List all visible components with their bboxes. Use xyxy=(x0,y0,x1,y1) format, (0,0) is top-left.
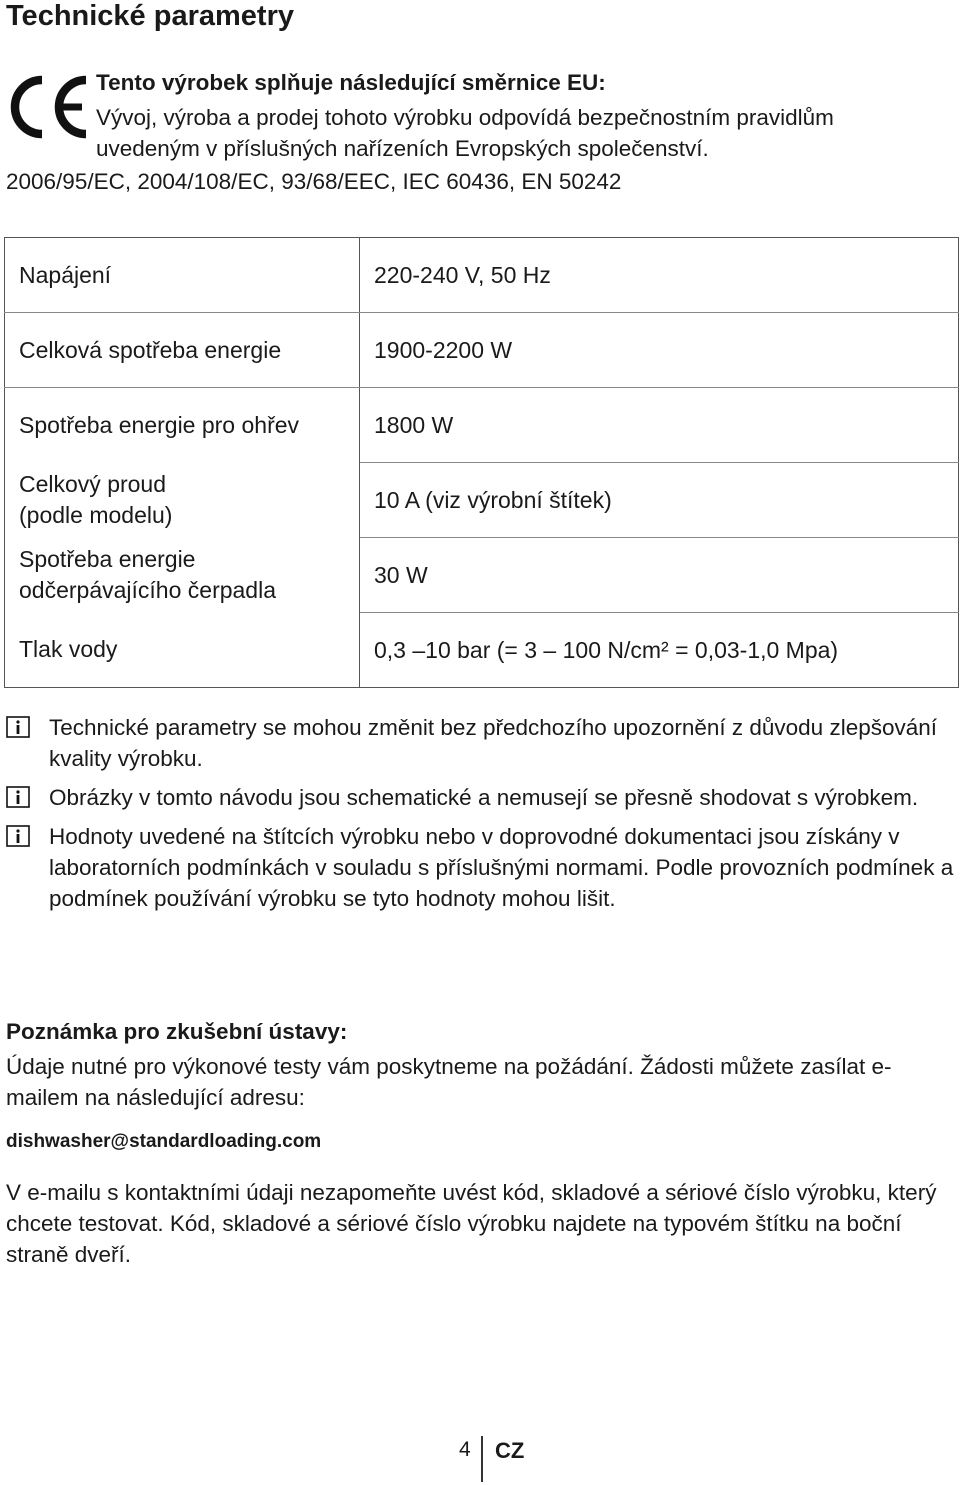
ce-mark-icon xyxy=(6,72,92,142)
spec-value: 10 A (viz výrobní štítek) xyxy=(360,463,959,538)
contact-instructions: V e-mailu s kontaktními údaji nezapomeňte uvést kód, skladové a sériové číslo výrobku, který chcete testovat. Kód, skladové a sériové číslo výrobku najdete na typovém štítku na boční straně dveří. xyxy=(6,1180,937,1267)
spec-row xyxy=(5,313,959,388)
directive-line: uvedeným v příslušných nařízeních Evropských společenství. xyxy=(96,136,709,161)
info-icon xyxy=(6,786,30,808)
info-icon xyxy=(6,825,30,847)
note-text: Hodnoty uvedené na štítcích výrobku nebo v doprovodné dokumentaci jsou získány v laboratorních podmínkách v souladu s příslušnými normami. Podle provozních podmínek a podmínek používání výrobku se tyto hodnoty mohou lišit. xyxy=(49,824,954,911)
contact-email: dishwasher@standardloading.com xyxy=(6,1131,322,1152)
notes-list xyxy=(6,712,956,922)
note-item xyxy=(6,821,956,914)
lab-note-text: Údaje nutné pro výkonové testy vám poskytneme na požádání. Žádosti můžete zasílat e-mailem na následující adresu: xyxy=(6,1054,892,1110)
spec-label: Napájení xyxy=(5,238,360,313)
note-text: Obrázky v tomto návodu jsou schematické a nemusejí se přesně shodovat s výrobkem. xyxy=(49,785,919,810)
note-text: Technické parametry se mohou změnit bez předchozího upozornění z důvodu zlepšování kvality výrobku. xyxy=(49,715,938,771)
note-item xyxy=(6,712,956,774)
spec-value: 30 W xyxy=(360,538,959,613)
spec-label: Spotřeba energie pro ohřev xyxy=(5,388,360,463)
spec-row xyxy=(5,538,959,613)
spec-table xyxy=(4,237,959,688)
spec-label: Spotřeba energie odčerpávajícího čerpadla xyxy=(5,538,360,613)
spec-label: Celková spotřeba energie xyxy=(5,313,360,388)
directive-heading: Tento výrobek splňuje následující směrnice EU: xyxy=(96,70,606,95)
spec-row xyxy=(5,238,959,313)
spec-row xyxy=(5,613,959,688)
page-number: 4 xyxy=(459,1438,471,1461)
spec-row xyxy=(5,388,959,463)
spec-label: Tlak vody xyxy=(5,613,360,688)
footer-divider xyxy=(481,1436,483,1482)
spec-value: 1900-2200 W xyxy=(360,313,959,388)
page-title: Technické parametry xyxy=(6,0,294,32)
spec-value: 1800 W xyxy=(360,388,959,463)
spec-row xyxy=(5,463,959,538)
spec-value: 220-240 V, 50 Hz xyxy=(360,238,959,313)
info-icon xyxy=(6,716,30,738)
lab-note-heading: Poznámka pro zkušební ústavy: xyxy=(6,1019,348,1044)
note-item xyxy=(6,782,956,813)
spec-label: Celkový proud (podle modelu) xyxy=(5,463,360,538)
directive-codes: 2006/95/EC, 2004/108/EC, 93/68/EEC, IEC 60436, EN 50242 xyxy=(6,169,622,194)
spec-value: 0,3 –10 bar (= 3 – 100 N/cm² = 0,03-1,0 Mpa) xyxy=(360,613,959,688)
directive-text xyxy=(96,102,834,164)
language-code: CZ xyxy=(495,1438,525,1463)
directive-line: Vývoj, výroba a prodej tohoto výrobku odpovídá bezpečnostním pravidlům xyxy=(96,105,834,130)
